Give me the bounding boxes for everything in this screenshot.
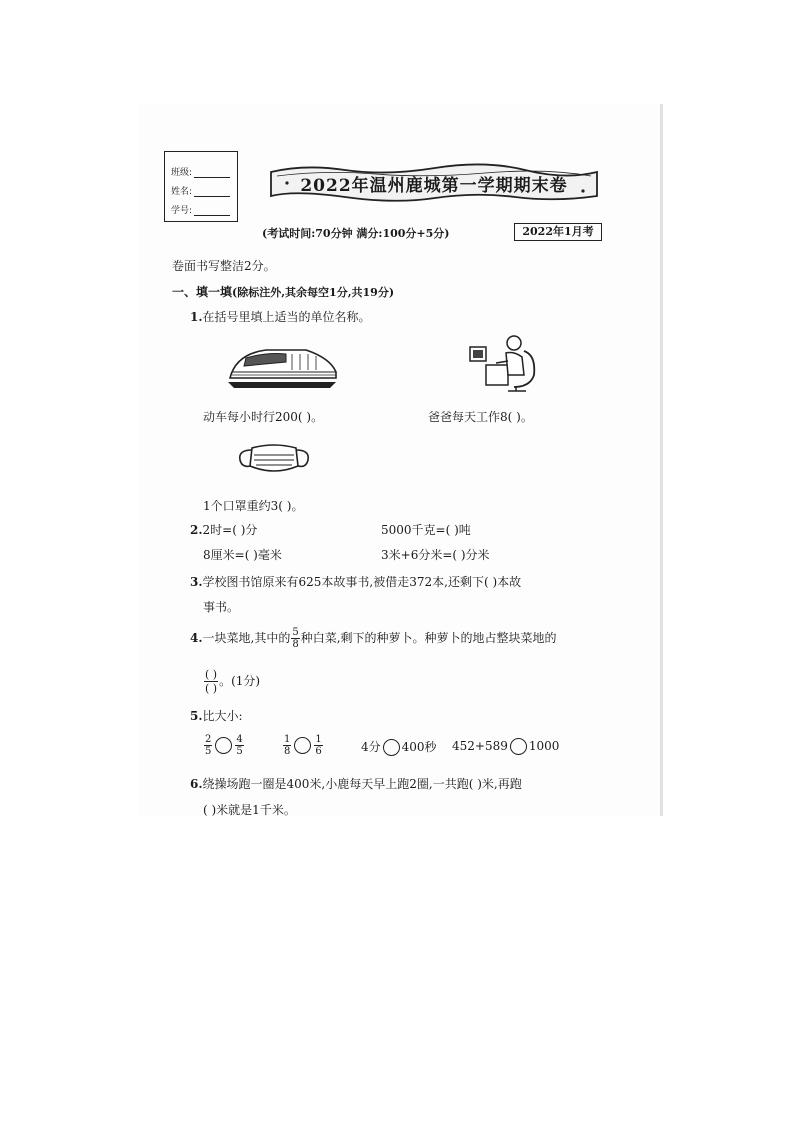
exam-date-box: 2022年1月考 — [514, 223, 602, 241]
q2-cm-to-mm: 8厘米=( )毫米 — [203, 548, 282, 562]
q6-line2: ( )米就是1千米。 — [203, 803, 296, 817]
bullet-train-picture — [226, 344, 338, 390]
q4-line1: 4.一块菜地,其中的 $\frac{5}{8}$ 种白菜,剩下的种萝卜。种萝卜的地占整块菜地的 — [190, 627, 557, 650]
q6-line1: 6.绕操场跑一圈是400米,小鹿每天早上跑2圈,一共跑( )米,再跑 — [190, 777, 522, 791]
office-worker-picture — [466, 331, 542, 393]
q4-fraction: $\frac{5}{8}$ — [292, 627, 299, 650]
q1a-bullet-train: 动车每小时行200( )。 — [203, 410, 324, 424]
q5-prompt: 5.比大小: — [190, 709, 243, 723]
q3-line1: 3.学校图书馆原来有625本故事书,被借走372本,还剩下( )本故 — [190, 575, 522, 589]
q2-row1: 2.2时=( )分 — [190, 523, 258, 537]
face-mask-picture — [236, 440, 312, 476]
q5-compare-2: $\frac{1}{8}$ $\frac{1}{6}$ — [284, 734, 322, 757]
name-field[interactable]: 姓名: — [171, 183, 230, 197]
compare-circle[interactable] — [383, 739, 400, 756]
q2-kg-to-t: 5000千克=( )吨 — [381, 523, 471, 537]
q5-compare-4: 452+589 1000 — [452, 739, 560, 753]
exam-meta: (考试时间:70分钟 满分:100分+5分) — [262, 227, 450, 240]
q1b-work-hours: 爸爸每天工作8( )。 — [428, 410, 533, 424]
q4-answer: $\frac{( )}{( )}$ 。(1分) — [205, 668, 261, 695]
page-edge-line — [660, 104, 663, 816]
exam-title: 2022年温州鹿城第一学期期末卷 — [300, 176, 568, 196]
q2-m-dm: 3米+6分米=( )分米 — [381, 548, 490, 562]
q4-answer-fraction: $\frac{( )}{( )}$ — [205, 668, 218, 695]
q1-prompt: 1.在括号里填上适当的单位名称。 — [190, 310, 371, 324]
q1c-mask-weight: 1个口罩重约3( )。 — [203, 499, 304, 513]
q5-compare-3: 4分 400秒 — [361, 740, 437, 754]
student-info-box — [164, 151, 238, 222]
compare-circle[interactable] — [510, 738, 527, 755]
q3-line2: 事书。 — [203, 600, 240, 614]
compare-circle[interactable] — [294, 737, 311, 754]
class-field[interactable]: 班级: — [171, 164, 230, 178]
section1-heading: 一、填一填(除标注外,其余每空1分,共19分) — [172, 285, 395, 299]
q5-compare-1: $\frac{2}{5}$ $\frac{4}{5}$ — [205, 734, 243, 757]
neatness-note: 卷面书写整洁2分。 — [172, 259, 276, 273]
student-id-field[interactable]: 学号: — [171, 202, 230, 216]
title-banner — [265, 162, 603, 202]
compare-circle[interactable] — [215, 737, 232, 754]
